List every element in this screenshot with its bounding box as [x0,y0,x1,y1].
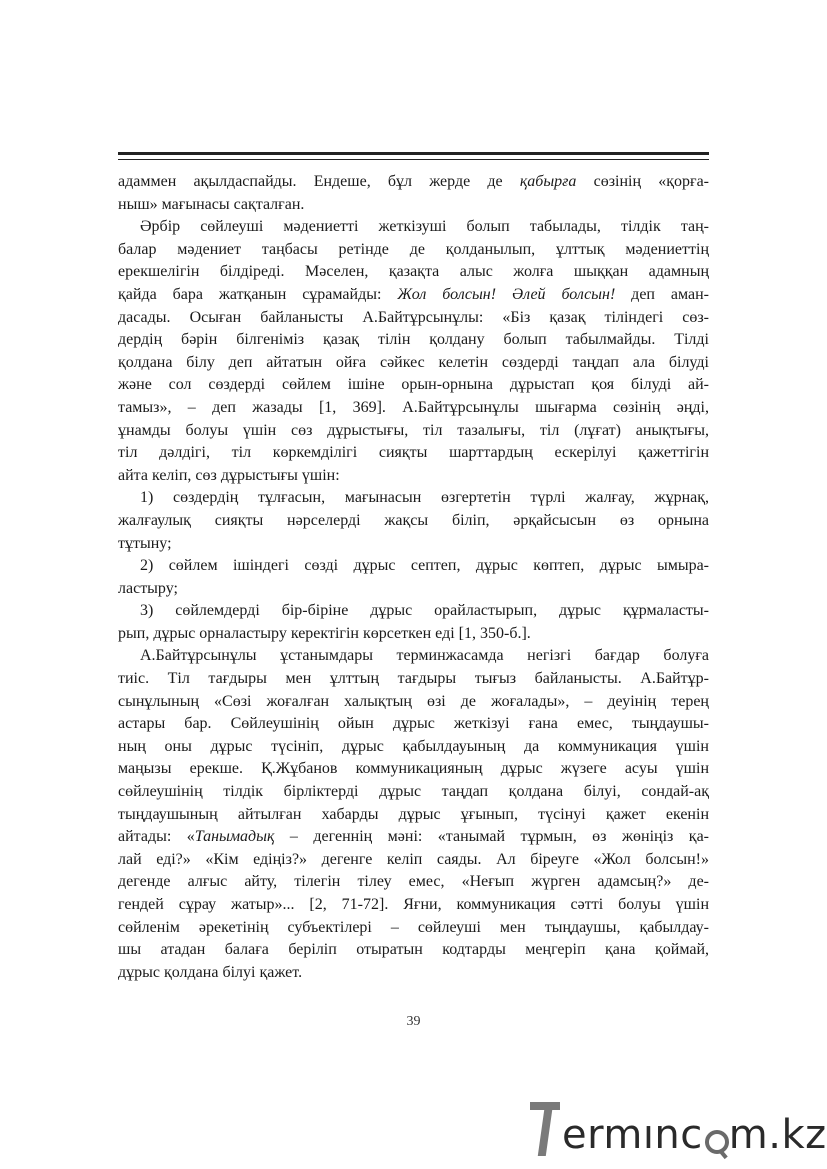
text-segment: 1) сөздердің тұлғасын, мағынасын өзгертетін түрлі жалғау, жұрнақ, [140,489,709,507]
text-line [118,329,709,352]
text-segment: дасады. Осыған байланысты А.Байтұрсынұлы: «Біз қазақ тіліндегі сөз- [118,308,709,326]
text-line [118,668,709,691]
text-segment: 3) сөйлемдерді бір-біріне дұрыс орайластырып, дұрыс құрмаласты- [140,602,709,620]
text-segment: қайда бара жатқанын сұрамайды: [118,285,398,303]
text-segment: 2) сөйлем ішіндегі сөзді дұрыс септеп, дұрыс көптеп, дұрыс ымыра- [140,557,709,575]
text-segment: Әрбір сөйлеуші мәдениетті жеткізуші болып табылады, тілдік таң- [140,218,709,236]
text-segment: ластыру; [118,579,178,597]
text-segment: рып, дұрыс орналастыру керектігін көрсеткен еді [1, 350-б.]. [118,624,531,642]
text-line [118,465,709,488]
text-line [118,420,709,443]
text-line [118,510,709,533]
text-segment: айтады: « [118,828,195,846]
text-line [118,352,709,375]
text-segment: шы атадан балаға беріліп отыратын кодтарды меңгеріп қана қоймай, [118,941,709,959]
text-segment: жалғаулық сияқты нәрселерді жақсы біліп, әрқайсысын өз орнына [118,511,709,529]
text-line [118,826,709,849]
text-segment: дұрыс қолдана білуі қажет. [118,963,303,981]
text-line [118,645,709,668]
text-segment: А.Байтұрсынұлы ұстанымдары терминжасамда негізгі бағдар болуға [140,647,709,665]
text-line [118,691,709,714]
text-line [118,849,709,872]
text-line [118,962,709,985]
text-segment: тіл дәлдігі, тіл көркемділігі сияқты шарттардың ескерілуі қажеттігін [118,444,709,462]
text-line [118,239,709,262]
text-line [118,804,709,827]
text-line [118,374,709,397]
header-rule-thin [118,159,709,160]
text-segment: адаммен ақылдаспайды. Ендеше, бұл жерде де [118,173,520,190]
text-segment: балар мәдениет таңбасы ретінде де қолданылып, ұлттық мәдениеттің [118,240,709,258]
text-segment: тиіс. Тіл тағдыры мен ұлттың тағдыры тығыз байланысты. А.Байтұр- [118,670,709,688]
text-line [118,871,709,894]
text-line [118,397,709,420]
watermark-logo [530,1098,827,1158]
text-segment: гендей сұрау жатыр»... [2, 71-72]. Яғни, коммуникация сәтті болуы үшін [118,896,709,913]
text-line [118,894,709,917]
text-segment: ерекшелігін білдіреді. Мәселен, қазақта алыс жолға шыққан адамның [118,263,709,281]
text-segment: ұнамды болуы үшін сөз дұрыстығы, тіл тазалығы, тіл (лұғат) анықтығы, [118,421,709,439]
body-text [118,171,709,984]
text-segment: ның оны дұрыс түсініп, дұрыс қабылдауының да коммуникация үшін [118,737,709,755]
text-segment: айта келіп, сөз дұрыстығы үшін: [118,466,340,484]
text-line [118,578,709,601]
text-segment: деп аман- [615,285,709,303]
text-segment: қолдана білу деп айтатын ойға сәйкес келетін сөздерді таңдап ала білуді [118,353,709,371]
text-segment: лай еді?» «Кім едіңіз?» дегенге келіп саяды. Ал біреуге «Жол болсын!» [118,850,709,868]
text-segment: тамыз», – деп жазады [1, 369]. А.Байтұрсынұлы шығарма сөзінің әңді, [118,398,709,416]
text-line [118,284,709,307]
text-segment: дегенде алғыс айту, тілегін тілеу емес, «Неғып жүрген адамсың?» де- [118,873,709,891]
text-line [118,194,709,217]
italic-term: Жол болсын! Әлей болсын! [397,285,616,303]
text-line [118,533,709,556]
watermark-text-part2: m.kz [728,1112,827,1158]
text-segment: маңызы ерекше. Қ.Жұбанов коммуникацияның дұрыс жүзеге асуы үшін [118,760,709,778]
text-segment: сөйленім әрекетінің субъектілері – сөйлеуші мен тыңдаушы, қабылдау- [118,918,709,936]
text-line [118,216,709,239]
text-line [118,917,709,940]
magnifier-icon [703,1118,729,1158]
text-line [118,487,709,510]
text-line [118,171,709,194]
text-segment: астары бар. Сөйлеушінің ойын дұрыс жеткізуі ғана емес, тыңдаушы- [118,715,709,733]
header-rule-thick [118,152,709,155]
italic-term: Танымадық [194,828,275,846]
text-segment: тұтыну; [118,534,172,552]
logo-t-icon [530,1102,560,1158]
page-number: 39 [406,1014,421,1029]
italic-term: қабырға [519,173,577,190]
text-segment: – дегеннің мәні: «танымай тұрмын, өз жөніңіз қа- [274,828,709,846]
text-line [118,555,709,578]
text-line [118,736,709,759]
text-segment: ныш» мағынасы сақталған. [118,195,305,213]
text-line [118,781,709,804]
text-segment: және сол сөздерді сөйлем ішіне орын-орнына дұрыстап қоя білуді ай- [118,376,709,394]
text-line [118,307,709,330]
text-segment: сөйлеушінің тілдік бірліктерді дұрыс таңдап қолдана білуі, сондай-ақ [118,783,709,801]
text-segment: тыңдаушының айтылған хабарды дұрыс ұғынып, түсінуі қажет екенін [118,805,709,823]
text-line [118,623,709,646]
text-segment: сөзінің «қорға- [576,173,710,190]
watermark-text-part1: ermınc [562,1112,703,1158]
text-segment: дердің бәрін білгеніміз қазақ тілін қолдану болып табылмайды. Тілді [118,331,709,349]
text-line [118,758,709,781]
text-line [118,713,709,736]
text-line [118,939,709,962]
text-segment: сынұлының «Сөзі жоғалған халықтың өзі де жоғалады», – деуінің терең [118,692,709,710]
text-line [118,600,709,623]
text-line [118,442,709,465]
text-line [118,261,709,284]
